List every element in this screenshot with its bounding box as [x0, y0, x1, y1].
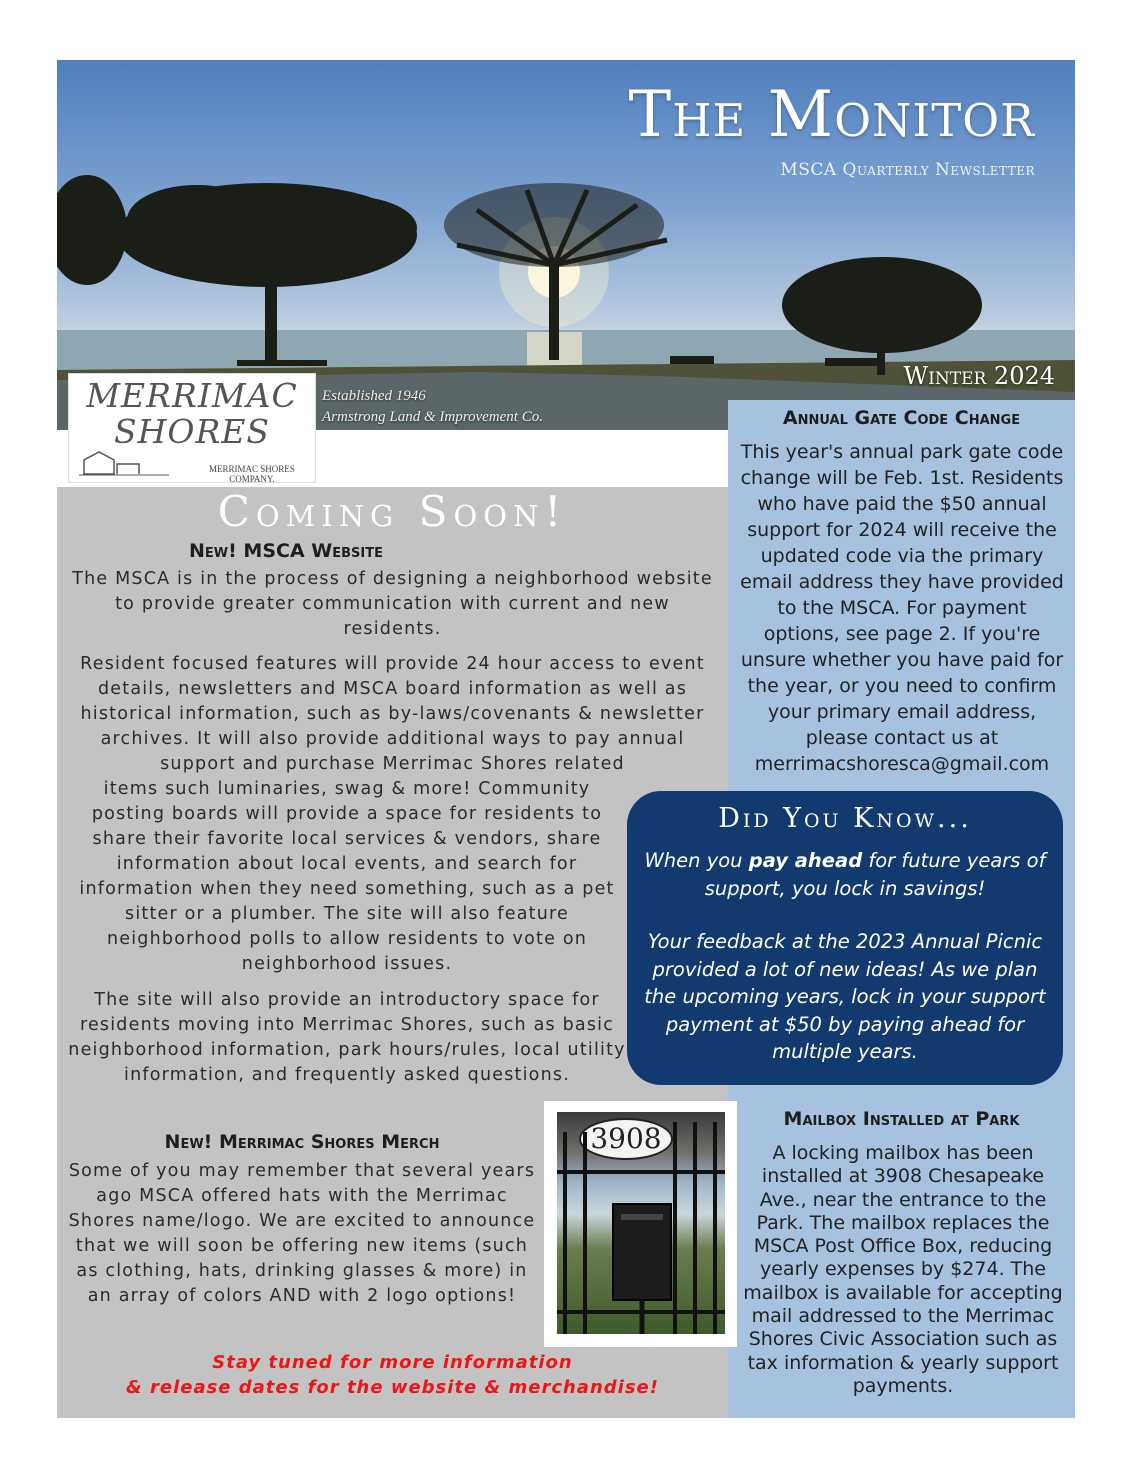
logo-small-text: [209, 464, 295, 484]
tip-text: for future years of support, you lock in savings!: [704, 849, 1046, 900]
did-you-know-heading: Did You Know...: [718, 803, 972, 834]
newsletter-subtitle: MSCA Quarterly Newsletter: [780, 160, 1035, 180]
newsletter-title: The Monitor: [628, 78, 1035, 152]
coming-soon-banner: Coming Soon!: [217, 487, 568, 536]
mailbox-paragraph: A locking mailbox has been installed at 3908 Chesapeake Ave., near the entrance to the Park. The mailbox replaces the MSCA Post Office Box, reducing yearly expenses by $274. The mailbox is available for accepting mail addressed to the Merrimac Shores Civic Association such as tax information & yearly support payments.: [743, 1142, 1063, 1397]
website-paragraph: Resident focused features will provide 24 hour access to event details, newsletters and MSCA board information as well as historical information, such as by-laws/covenants & newsletter archives. It will also provide additional ways to pay annual support and purchase Merrimac Shores related: [80, 654, 705, 774]
established-line: Established 1946: [322, 388, 426, 404]
merrimac-shores-logo: [68, 373, 316, 483]
edition-label: Winter 2024: [903, 362, 1055, 390]
mailbox-heading: Mailbox Installed at Park: [783, 1108, 1020, 1130]
did-you-know-feedback: Your feedback at the 2023 Annual Picnic provided a lot of new ideas! As we plan the upcoming years, lock in your support payment at $50 by paying ahead for multiple years.: [644, 930, 1046, 1063]
gate-code-paragraph: This year's annual park gate code change will be Feb. 1st. Residents who have paid the $50 annual support for 2024 will receive the updated code via the primary email address they have provided to the MSCA. For payment options, see page 2. If you're unsure whether you have paid for the year, or you need to confirm your primary email address, please contact us at merrimacshoresca@gmail.com: [740, 441, 1064, 775]
stay-tuned-line: Stay tuned for more information: [212, 1352, 573, 1373]
website-paragraph: The site will also provide an introductory space for residents moving into Merrimac Shores, such as basic neighborhood information, park hours/rules, local utility information, and frequently asked questions.: [68, 990, 626, 1085]
mailbox-photo-image: [557, 1112, 725, 1334]
tip-text: When you: [644, 849, 749, 872]
gate-code-heading: Annual Gate Code Change: [782, 407, 1021, 429]
logo-small-line: COMPANY.: [229, 474, 275, 484]
tip-emphasis: pay ahead: [748, 849, 863, 872]
logo-word-merrimac: MERRIMAC: [86, 376, 298, 415]
merch-paragraph: Some of you may remember that several years ago MSCA offered hats with the Merrimac Shores name/logo. We are excited to announce that we will soon be offering new items (such as clothing, hats, drinking glasses & more) in an array of colors AND with 2 logo options!: [68, 1161, 536, 1306]
iron-fence-icon: [557, 1112, 725, 1334]
merch-heading: New! Merrimac Shores Merch: [164, 1131, 440, 1153]
stay-tuned-notice: [67, 1350, 718, 1400]
house-sketch-icon: [79, 446, 169, 476]
logo-word-shores: SHORES: [114, 412, 270, 451]
website-paragraph: The MSCA is in the process of designing a neighborhood website to provide greater communication with current and new residents.: [72, 569, 713, 639]
did-you-know-box: [627, 791, 1063, 1085]
company-line: Armstrong Land & Improvement Co.: [322, 409, 543, 425]
mailbox-photo: [544, 1101, 737, 1347]
house-number-plaque: 3908: [579, 1118, 673, 1160]
logo-small-line: MERRIMAC SHORES: [209, 464, 295, 474]
established-caption: [322, 386, 543, 428]
stay-tuned-line: & release dates for the website & merchandise!: [126, 1377, 659, 1398]
website-heading: New! MSCA Website: [189, 540, 383, 562]
did-you-know-tip: [641, 847, 1049, 902]
website-paragraph: items such luminaries, swag & more! Community posting boards will provide a space for residents to share their favorite local services & vendors, share information about local events, and search for information when they need something, such as a pet sitter or a plumber. The site will also feature neighborhood polls to allow residents to vote on neighborhood issues.: [79, 779, 615, 974]
